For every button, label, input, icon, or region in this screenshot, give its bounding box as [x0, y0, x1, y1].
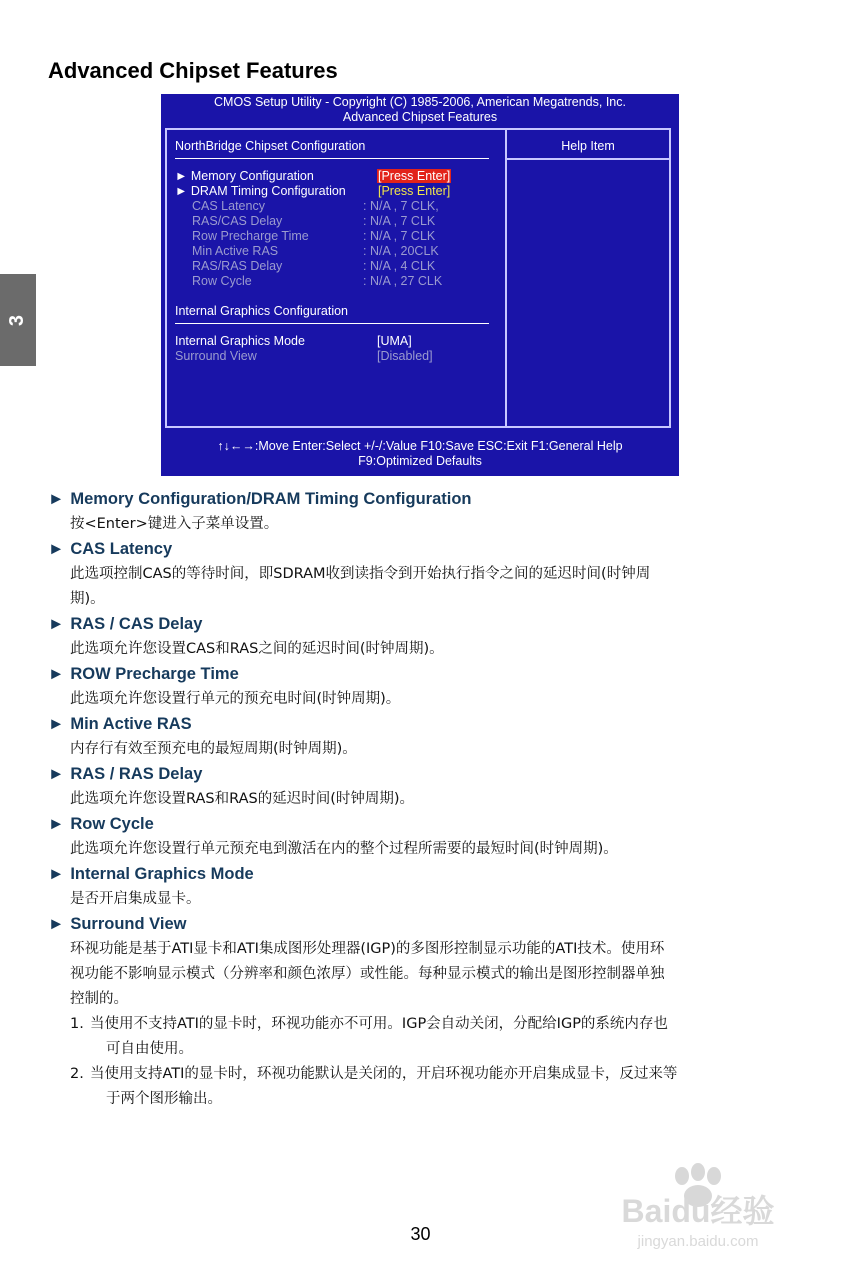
bios-item-ras-ras-delay — [175, 259, 495, 274]
item-body-line: 可自由使用。 — [106, 1041, 193, 1057]
bios-item-label: ► DRAM Timing Configuration — [175, 184, 346, 198]
bios-item-label: RAS/RAS Delay — [192, 259, 283, 273]
bios-item-value: : N/A , 4 CLK — [363, 259, 436, 273]
chapter-tab — [0, 274, 36, 366]
section-rule — [175, 158, 489, 159]
bios-item-label: Row Cycle — [192, 274, 252, 288]
bios-screen-title: Advanced Chipset Features — [342, 110, 498, 124]
arrow-icon: ► — [48, 815, 65, 833]
item-heading-text: RAS / CAS Delay — [70, 615, 203, 633]
item-heading — [48, 862, 788, 887]
item-heading — [48, 612, 788, 637]
bios-item-label: RAS/CAS Delay — [192, 214, 283, 228]
bios-item-label: Internal Graphics Mode — [175, 334, 305, 348]
bios-key-legend-2: F9:Optimized Defaults — [358, 454, 482, 468]
help-divider — [507, 158, 669, 160]
item-heading-text: Min Active RAS — [70, 715, 192, 733]
item-heading — [48, 712, 788, 737]
bios-frame — [165, 128, 671, 428]
bios-screenshot — [161, 94, 679, 476]
bios-item-value: : N/A , 7 CLK — [363, 229, 436, 243]
item-heading-text: Memory Configuration/DRAM Timing Configuration — [70, 490, 472, 508]
item-heading — [48, 812, 788, 837]
bios-item-ras-cas-delay — [175, 214, 495, 229]
bios-item-min-active-ras — [175, 244, 495, 259]
bios-item-value: [Press Enter] — [378, 169, 451, 183]
item-number: 2. — [70, 1066, 84, 1082]
bios-item-value: [Disabled] — [377, 349, 433, 363]
arrow-icon: ► — [48, 615, 65, 633]
northbridge-section-title: NorthBridge Chipset Configuration — [175, 139, 366, 153]
item-heading — [48, 662, 788, 687]
arrow-icon: ► — [48, 665, 65, 683]
item-heading-text: Internal Graphics Mode — [70, 865, 254, 883]
item-heading-text: RAS / RAS Delay — [70, 765, 203, 783]
item-body-line: 内存行有效至预充电的最短周期(时钟周期)。 — [70, 741, 357, 757]
item-heading — [48, 762, 788, 787]
bios-item-surround-view[interactable] — [175, 349, 495, 364]
bios-item-cas-latency — [175, 199, 495, 214]
item-heading-text: CAS Latency — [70, 540, 173, 558]
bios-item-label: Surround View — [175, 349, 257, 363]
item-heading — [48, 912, 788, 937]
item-heading — [48, 487, 788, 512]
bios-item-value: : N/A , 20CLK — [363, 244, 439, 258]
bios-copyright: CMOS Setup Utility - Copyright (C) 1985-2006, American Megatrends, Inc. — [214, 95, 626, 109]
item-body-line: 此选项允许您设置CAS和RAS之间的延迟时间(时钟周期)。 — [70, 641, 444, 657]
watermark-url: jingyan.baidu.com — [637, 1233, 759, 1250]
bios-item-value: : N/A , 7 CLK — [363, 214, 436, 228]
item-body-line: 按<Enter>键进入子菜单设置。 — [70, 516, 279, 532]
item-body-line: 此选项允许您设置RAS和RAS的延迟时间(时钟周期)。 — [70, 791, 415, 807]
item-heading-text: Surround View — [70, 915, 187, 933]
numbered-item — [48, 1062, 788, 1112]
description-list — [48, 487, 788, 1112]
item-body-line: 控制的。 — [70, 991, 128, 1007]
bios-footer — [161, 439, 679, 469]
internal-graphics-section-title: Internal Graphics Configuration — [175, 304, 349, 318]
bios-item-row-cycle — [175, 274, 495, 289]
page-number: 30 — [410, 1224, 431, 1244]
item-body-line: 是否开启集成显卡。 — [70, 891, 201, 907]
bios-item-label: CAS Latency — [192, 199, 265, 213]
help-item-title: Help Item — [561, 139, 615, 153]
item-body-line: 环视功能是基于ATI显卡和ATI集成图形处理器(IGP)的多图形控制显示功能的ATI技术。使用环 — [70, 941, 665, 957]
description-item — [48, 812, 788, 862]
bios-item-dram-timing[interactable] — [175, 184, 495, 199]
item-body-line: 当使用支持ATI的显卡时，环视功能默认是关闭的，开启环视功能亦开启集成显卡，反过来等 — [90, 1066, 678, 1082]
bios-item-memory-configuration[interactable] — [175, 169, 495, 184]
bios-item-value: : N/A , 7 CLK, — [363, 199, 439, 213]
item-body-line: 视功能不影响显示模式（分辨率和颜色浓厚）或性能。每种显示模式的输出是图形控制器单独 — [70, 966, 665, 982]
arrow-icon: ► — [48, 540, 65, 558]
description-item — [48, 712, 788, 762]
watermark-brand: Baidu经验 — [621, 1193, 775, 1229]
bios-item-internal-graphics-mode[interactable] — [175, 334, 495, 349]
description-item — [48, 612, 788, 662]
page-title: Advanced Chipset Features — [48, 58, 338, 83]
item-body-line: 此选项允许您设置行单元预充电到激活在内的整个过程所需要的最短时间(时钟周期)。 — [70, 841, 618, 857]
description-item — [48, 762, 788, 812]
bios-item-label: Row Precharge Time — [192, 229, 309, 243]
bios-panel-divider — [505, 130, 507, 426]
item-body-line: 此选项允许您设置行单元的预充电时间(时钟周期)。 — [70, 691, 401, 707]
description-item — [48, 662, 788, 712]
bios-item-value: : N/A , 27 CLK — [363, 274, 443, 288]
bios-header — [161, 94, 679, 125]
item-body-line: 于两个图形输出。 — [106, 1091, 222, 1107]
arrow-icon: ► — [48, 765, 65, 783]
description-item — [48, 537, 788, 612]
bios-item-row-precharge — [175, 229, 495, 244]
item-body-line: 当使用不支持ATI的显卡时，环视功能亦不可用。IGP会自动关闭，分配给IGP的系统内存也 — [90, 1016, 668, 1032]
item-body-line: 期)。 — [70, 591, 105, 607]
description-item — [48, 862, 788, 912]
numbered-item — [48, 1012, 788, 1062]
description-item — [48, 912, 788, 1012]
bios-item-label: Min Active RAS — [192, 244, 279, 258]
description-item — [48, 487, 788, 537]
item-heading-text: Row Cycle — [70, 815, 154, 833]
chapter-number: 3 — [6, 314, 29, 326]
item-number: 1. — [70, 1016, 84, 1032]
bios-item-value: [Press Enter] — [378, 184, 451, 198]
arrow-icon: ► — [48, 490, 65, 508]
section-rule — [175, 323, 489, 324]
item-heading — [48, 537, 788, 562]
item-body-line: 此选项控制CAS的等待时间，即SDRAM收到读指令到开始执行指令之间的延迟时间(时钟周 — [70, 566, 651, 582]
bios-key-legend: ↑↓←→:Move Enter:Select +/-/:Value F10:Save ESC:Exit F1:General Help — [217, 439, 623, 453]
bios-item-label: ► Memory Configuration — [175, 169, 314, 183]
arrow-icon: ► — [48, 915, 65, 933]
arrow-icon: ► — [48, 715, 65, 733]
item-heading-text: ROW Precharge Time — [70, 665, 239, 683]
arrow-icon: ► — [48, 865, 65, 883]
bios-item-value: [UMA] — [377, 334, 412, 348]
